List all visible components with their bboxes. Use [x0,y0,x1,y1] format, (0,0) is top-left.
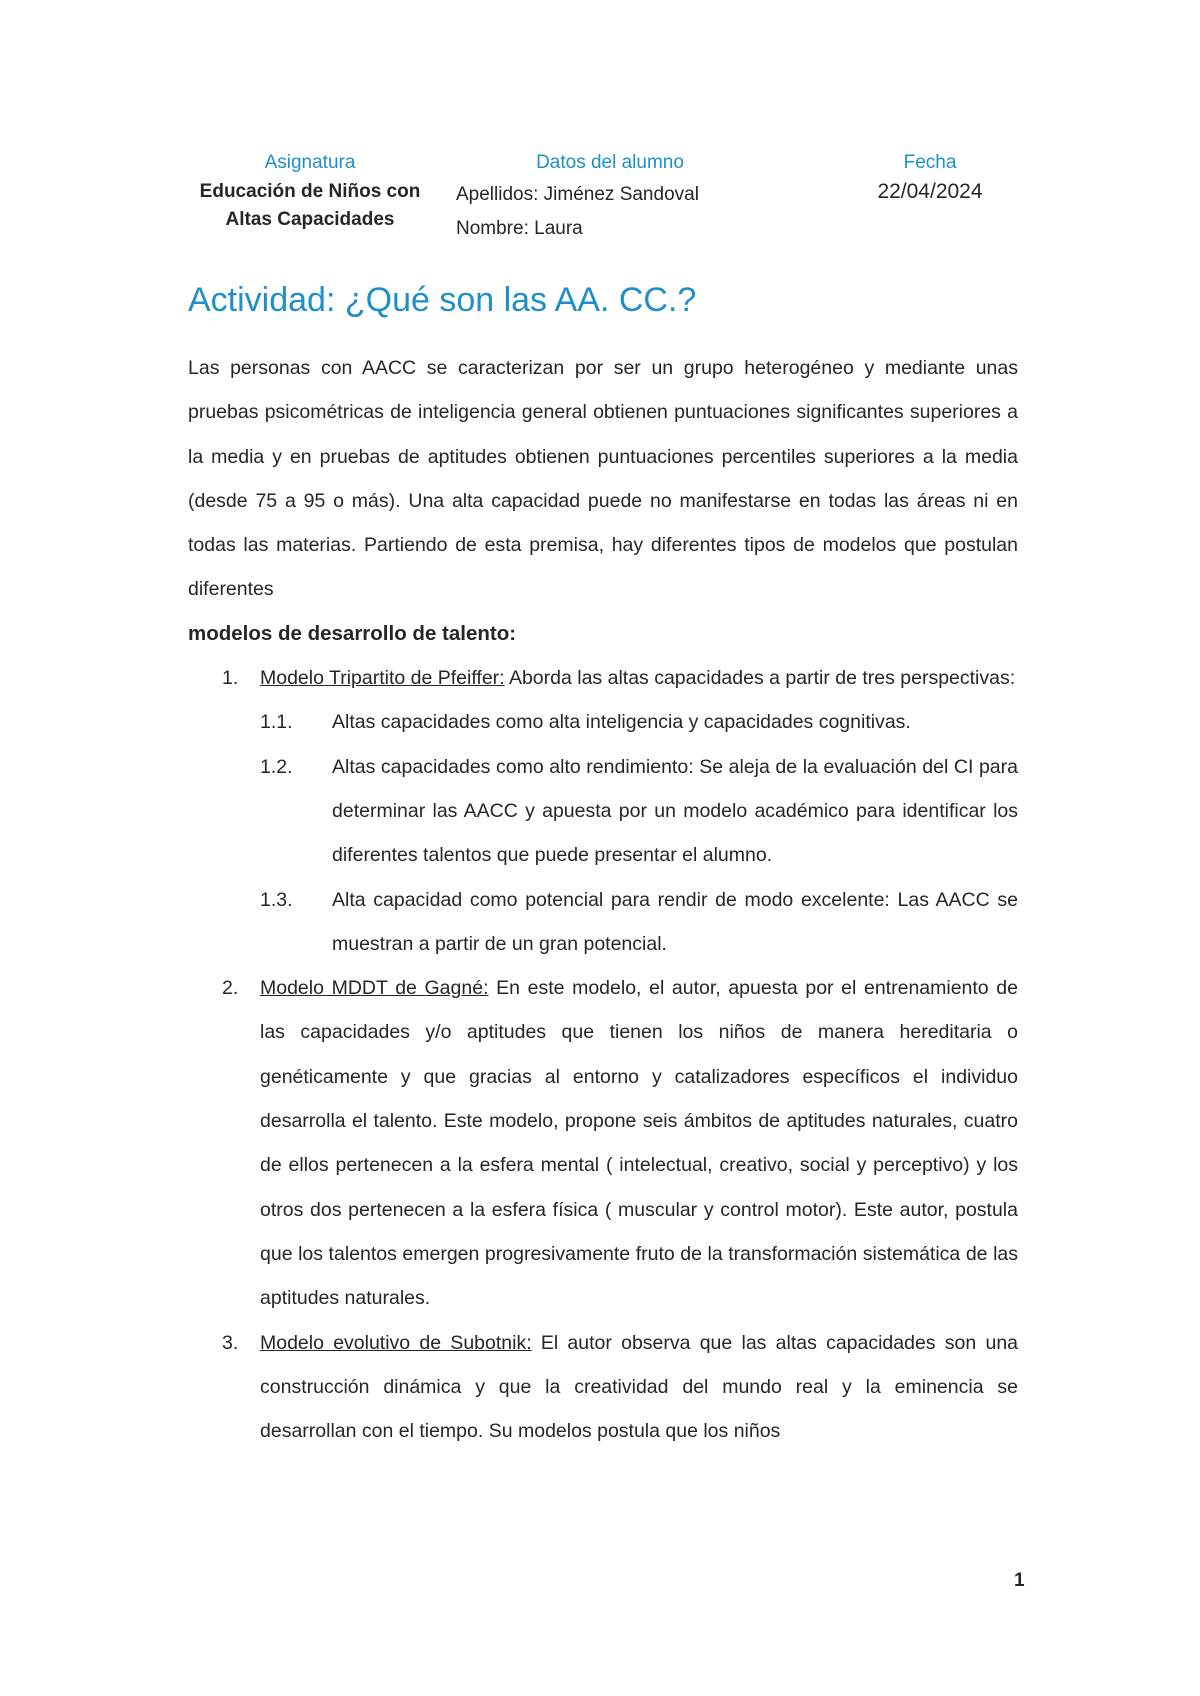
activity-title: Actividad: ¿Qué son las AA. CC.? [188,281,697,319]
sub-list-number: 1.1. [260,711,293,734]
sub-list-text: Altas capacidades como alto rendimiento: Se aleja de la evaluación del CI para determinar las AACC y apuesta por un modelo académico para identificar los diferentes talentos que puede presentar el alumno. [332,755,1018,867]
model-description: Aborda las altas capacidades a partir de tres perspectivas: [504,667,1016,690]
sub-list-item-1-1 [188,700,1018,744]
list-number: 2. [222,977,239,1000]
student-surnames: Apellidos: Jiménez Sandoval [456,184,699,205]
date-block [830,150,1030,207]
sub-list-item-1-3 [188,878,1018,967]
model-name: Modelo MDDT de Gagné: [260,977,489,1000]
list-item-text [260,656,1018,700]
sub-list-item-1-2 [188,745,1018,878]
subject-name-line2: Altas Capacidades [225,209,395,230]
list-item-model-3 [188,1321,1018,1454]
student-label: Datos del alumno [536,152,684,173]
model-description: El autor observa que las altas capacidades son una construcción dinámica y que la creatividad del mundo real y la eminencia se desarrollan con el tiempo. Su modelos postula que los niños [260,1331,1019,1443]
list-item-text [260,966,1018,1320]
sub-list-text: Alta capacidad como potencial para rendir de modo excelente: Las AACC se muestran a partir de un gran potencial. [332,888,1018,955]
list-item-model-2 [188,966,1018,1320]
model-name: Modelo Tripartito de Pfeiffer: [260,667,505,690]
model-name: Modelo evolutivo de Subotnik: [260,1331,532,1354]
sub-list-number: 1.2. [260,755,293,778]
subject-label: Asignatura [264,152,356,173]
subject-name [190,178,430,234]
date-label: Fecha [903,152,957,173]
intro-paragraph [188,346,1018,656]
document-body [188,346,1018,1453]
student-block [450,150,770,246]
model-description: En este modelo, el autor, apuesta por el entrenamiento de las capacidades y/o aptitudes que tienen los niños de manera hereditaria o genéticamente y que gracias al entorno y catalizadores específicos el individuo desarrolla el talento. Este modelo, propone seis ámbitos de aptitudes naturales, cuatro de ellos pertenecen a la esfera mental ( intelectual, creativo, social y perceptivo) y los otros dos pertenecen a la esfera física ( muscular y control motor). Este autor, postula que los talentos emergen progresivamente fruto de la transformación sistemática de las aptitudes naturales. [260,977,1018,1310]
list-number: 3. [222,1331,239,1354]
list-item-model-1 [188,656,1018,700]
subject-block [190,150,430,234]
student-name: Nombre: Laura [456,218,583,239]
intro-text: Las personas con AACC se caracterizan por ser un grupo heterogéneo y mediante unas pruebas psicométricas de inteligencia general obtienen puntuaciones significantes superiores a la media y en pruebas de aptitudes obtienen puntuaciones percentiles superiores a la media (desde 75 a 95 o más). Una alta capacidad puede no manifestarse en todas las áreas ni en todas las materias. Partiendo de esta premisa, hay diferentes tipos de modelos que postulan diferentes [188,357,1018,601]
date-value: 22/04/2024 [877,180,983,203]
sub-list-number: 1.3. [260,888,293,911]
page-number: 1 [1014,1570,1025,1591]
list-item-text [260,1321,1018,1454]
sub-list-text: Altas capacidades como alta inteligencia y capacidades cognitivas. [332,711,911,734]
subject-name-line1: Educación de Niños con [199,181,421,202]
intro-bold-text: modelos de desarrollo de talento: [188,621,517,645]
student-data [450,178,770,246]
list-number: 1. [222,667,239,690]
